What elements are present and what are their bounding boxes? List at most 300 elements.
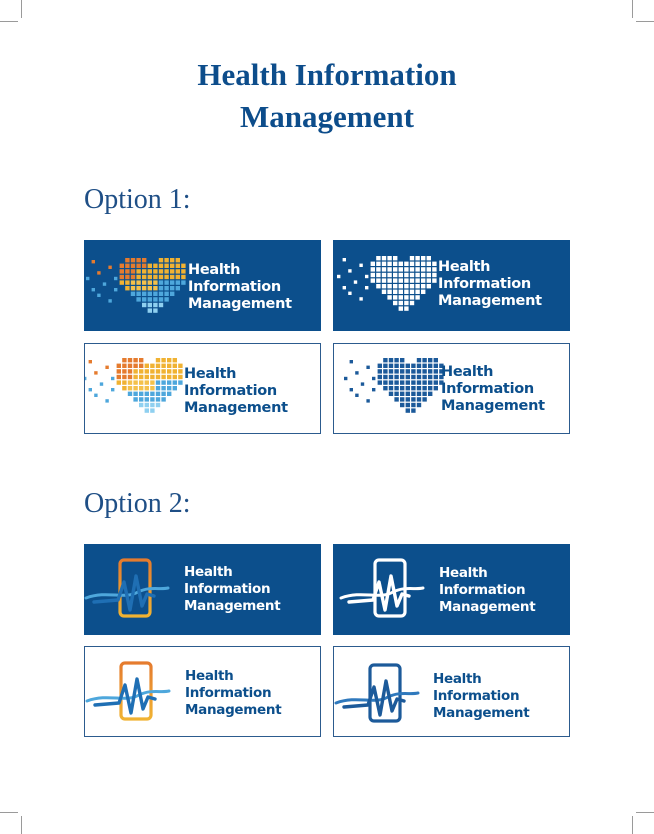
heart-pixel	[399, 278, 403, 282]
crop-mark	[21, 0, 22, 18]
heart-pixel	[404, 262, 408, 266]
wordmark-line-management: Management	[433, 705, 530, 721]
heart-pixel	[434, 369, 438, 373]
heart-pixel	[376, 273, 380, 277]
heart-pixel	[399, 267, 403, 271]
heart-pixel	[404, 278, 408, 282]
heart-pixel	[136, 264, 140, 268]
scatter-pixel	[92, 260, 95, 263]
heart-pixel	[153, 292, 157, 296]
crop-mark	[0, 812, 18, 813]
crop-mark	[632, 816, 633, 834]
heart-pixel	[161, 392, 165, 396]
heart-pixel	[122, 380, 126, 384]
heart-pixel	[120, 264, 124, 268]
heart-pixel	[382, 284, 386, 288]
heart-pixel	[131, 258, 135, 262]
heart-pixel	[170, 264, 174, 268]
heart-pixel	[136, 280, 140, 284]
heart-pixel	[383, 358, 387, 362]
heart-pixel	[173, 358, 177, 362]
scatter-pixel	[94, 394, 97, 397]
heart-pixel	[128, 369, 132, 373]
heart-pixel	[150, 364, 154, 368]
heart-pixel	[131, 286, 135, 290]
heart-pixel	[421, 262, 425, 266]
heart-pixel	[399, 306, 403, 310]
heart-pixel	[178, 364, 182, 368]
heart-pixel	[153, 275, 157, 279]
heart-pixel	[159, 303, 163, 307]
heart-pixel	[411, 392, 415, 396]
heart-pixel	[382, 262, 386, 266]
heart-pixel	[410, 278, 414, 282]
heart-pixel	[404, 273, 408, 277]
heart-pixel	[170, 269, 174, 273]
heart-pixel	[417, 358, 421, 362]
heart-pixel	[145, 375, 149, 379]
heart-pixel	[378, 369, 382, 373]
heart-pixel	[428, 369, 432, 373]
heart-pixel	[159, 286, 163, 290]
heart-pixel	[393, 290, 397, 294]
heart-pixel	[148, 292, 152, 296]
heart-pixel	[181, 280, 185, 284]
heart-pixel	[410, 262, 414, 266]
wordmark-line-management: Management	[438, 293, 542, 309]
heart-pixel	[421, 256, 425, 260]
heart-pixel	[167, 364, 171, 368]
heart-pixel	[411, 408, 415, 412]
heart-pixel	[161, 380, 165, 384]
heart-pixel	[382, 273, 386, 277]
heart-pixel	[393, 262, 397, 266]
heart-pixel	[176, 264, 180, 268]
heart-pixel	[145, 403, 149, 407]
heart-pixel	[142, 292, 146, 296]
heart-pixel	[422, 397, 426, 401]
heart-pixel	[161, 397, 165, 401]
heart-pixel	[394, 375, 398, 379]
heart-pixel	[382, 267, 386, 271]
scatter-pixel	[366, 399, 369, 402]
heart-pixel	[417, 386, 421, 390]
heart-pixel	[125, 264, 129, 268]
wordmark	[188, 262, 292, 313]
heart-pixel	[406, 392, 410, 396]
page-title	[0, 54, 654, 138]
heart-pixel	[131, 264, 135, 268]
heart-pixel	[415, 290, 419, 294]
heart-pixel	[136, 297, 140, 301]
heart-pixel	[422, 358, 426, 362]
scatter-pixel	[111, 377, 114, 380]
heart-pixel	[417, 392, 421, 396]
heart-pixel	[136, 275, 140, 279]
heart-pixel	[145, 369, 149, 373]
heart-pixel	[156, 380, 160, 384]
scatter-pixel	[344, 377, 347, 380]
heart-pixel	[400, 380, 404, 384]
heart-pixel	[387, 278, 391, 282]
wordmark-line-information: Information	[441, 381, 534, 397]
heart-pixel	[150, 375, 154, 379]
heart-pixel	[422, 380, 426, 384]
heart-pixel	[153, 308, 157, 312]
logo-card-option2-light-blue	[333, 646, 570, 737]
heart-pixel	[410, 290, 414, 294]
pixel-heart-icon	[85, 344, 195, 435]
heart-pixel	[164, 258, 168, 262]
heart-pixel	[164, 292, 168, 296]
heart-pixel	[133, 397, 137, 401]
heart-pixel	[406, 408, 410, 412]
heart-pixel	[422, 369, 426, 373]
heart-pixel	[410, 301, 414, 305]
heart-pixel	[153, 303, 157, 307]
heart-pixel	[399, 262, 403, 266]
heart-pixel	[173, 369, 177, 373]
scatter-pixel	[350, 388, 353, 391]
heart-pixel	[400, 375, 404, 379]
heart-pixel	[393, 301, 397, 305]
heart-pixel	[150, 386, 154, 390]
heart-pixel	[125, 286, 129, 290]
heart-pixel	[167, 369, 171, 373]
heart-pixel	[415, 284, 419, 288]
heart-pixel	[153, 280, 157, 284]
heart-pixel	[133, 369, 137, 373]
heart-pixel	[139, 380, 143, 384]
heart-pixel	[389, 375, 393, 379]
heart-pixel	[128, 358, 132, 362]
logo-card-option1-dark-color	[84, 240, 321, 331]
heart-pixel	[131, 292, 135, 296]
scatter-pixel	[86, 277, 89, 280]
heart-pixel	[167, 392, 171, 396]
heart-pixel	[371, 262, 375, 266]
heart-pixel	[145, 408, 149, 412]
heart-pixel	[148, 275, 152, 279]
heart-pixel	[415, 256, 419, 260]
heart-pixel	[153, 297, 157, 301]
heart-pixel	[404, 290, 408, 294]
scatter-pixel	[111, 388, 114, 391]
heart-pixel	[421, 278, 425, 282]
heart-pixel	[148, 280, 152, 284]
logo-card-option2-dark-color	[84, 544, 321, 635]
scatter-pixel	[108, 299, 111, 302]
heart-pixel	[415, 295, 419, 299]
heart-pixel	[389, 392, 393, 396]
heart-pixel	[181, 264, 185, 268]
heart-pixel	[170, 286, 174, 290]
heart-pixel	[159, 264, 163, 268]
heart-pixel	[164, 264, 168, 268]
wordmark-line-information: Information	[433, 688, 520, 704]
heart-pixel	[120, 269, 124, 273]
heart-pixel	[170, 275, 174, 279]
heart-pixel	[170, 292, 174, 296]
wordmark-line-management: Management	[184, 400, 288, 416]
heart-pixel	[415, 273, 419, 277]
heart-pixel	[399, 273, 403, 277]
heart-pixel	[133, 380, 137, 384]
heart-pixel	[399, 284, 403, 288]
pulse-frame-icon	[334, 647, 434, 738]
heart-pixel	[164, 280, 168, 284]
heart-pixel	[434, 386, 438, 390]
heart-pixel	[173, 375, 177, 379]
heart-pixel	[428, 364, 432, 368]
heart-pixel	[378, 380, 382, 384]
heart-pixel	[148, 286, 152, 290]
heart-pixel	[371, 267, 375, 271]
heart-pixel	[142, 303, 146, 307]
heart-pixel	[376, 262, 380, 266]
heart-pixel	[389, 364, 393, 368]
pulse-frame-icon	[85, 647, 185, 738]
heart-pixel	[434, 375, 438, 379]
scatter-pixel	[89, 360, 92, 363]
heart-pixel	[176, 286, 180, 290]
heart-pixel	[394, 397, 398, 401]
wordmark-line-management: Management	[441, 398, 545, 414]
heart-pixel	[422, 364, 426, 368]
heart-pixel	[389, 380, 393, 384]
wordmark-line-health: Health	[433, 671, 482, 687]
scatter-pixel	[100, 382, 103, 385]
option-2-heading: Option 2:	[84, 488, 191, 519]
heart-pixel	[125, 280, 129, 284]
heart-pixel	[417, 380, 421, 384]
heart-pixel	[120, 275, 124, 279]
heart-pixel	[150, 380, 154, 384]
heart-pixel	[400, 397, 404, 401]
heart-pixel	[406, 386, 410, 390]
heart-pixel	[139, 375, 143, 379]
wordmark-line-management: Management	[184, 598, 281, 614]
heart-pixel	[142, 269, 146, 273]
heart-pixel	[411, 375, 415, 379]
heart-pixel	[411, 397, 415, 401]
heart-pixel	[383, 375, 387, 379]
heart-pixel	[404, 284, 408, 288]
scatter-pixel	[94, 371, 97, 374]
heart-pixel	[394, 358, 398, 362]
heart-pixel	[376, 284, 380, 288]
heart-pixel	[410, 256, 414, 260]
heart-pixel	[164, 297, 168, 301]
heart-pixel	[406, 380, 410, 384]
scatter-pixel	[343, 286, 346, 289]
heart-pixel	[394, 386, 398, 390]
heart-pixel	[371, 278, 375, 282]
heart-pixel	[139, 369, 143, 373]
heart-pixel	[167, 380, 171, 384]
pixel-heart-icon	[84, 240, 194, 331]
heart-pixel	[178, 369, 182, 373]
pulse-line-shape	[94, 576, 154, 610]
heart-pixel	[156, 364, 160, 368]
heart-pixel	[159, 275, 163, 279]
scatter-pixel	[105, 366, 108, 369]
scatter-pixel	[348, 269, 351, 272]
heart-pixel	[410, 295, 414, 299]
heart-pixel	[427, 262, 431, 266]
heart-pixel	[136, 292, 140, 296]
heart-pixel	[153, 286, 157, 290]
crop-mark	[636, 21, 654, 22]
heart-pixel	[139, 386, 143, 390]
heart-pixel	[411, 386, 415, 390]
heart-pixel	[376, 267, 380, 271]
heart-pixel	[387, 295, 391, 299]
wordmark-line-management: Management	[188, 296, 292, 312]
pixel-heart-icon	[334, 344, 444, 435]
scatter-pixel	[348, 292, 351, 295]
heart-pixel	[428, 386, 432, 390]
wordmark-line-information: Information	[185, 685, 272, 701]
heart-pixel	[153, 264, 157, 268]
heart-pixel	[427, 273, 431, 277]
pulse-line-shape	[344, 681, 404, 715]
heart-pixel	[117, 369, 121, 373]
heart-pixel	[393, 295, 397, 299]
heart-pixel	[161, 375, 165, 379]
heart-pixel	[145, 380, 149, 384]
heart-pixel	[406, 403, 410, 407]
heart-pixel	[383, 386, 387, 390]
heart-pixel	[376, 278, 380, 282]
heart-pixel	[164, 275, 168, 279]
wordmark	[184, 366, 288, 417]
heart-pixel	[421, 267, 425, 271]
scatter-pixel	[372, 377, 375, 380]
heart-pixel	[421, 290, 425, 294]
heart-pixel	[406, 369, 410, 373]
scatter-pixel	[355, 371, 358, 374]
heart-pixel	[427, 284, 431, 288]
heart-pixel	[156, 386, 160, 390]
scatter-pixel	[359, 297, 362, 300]
scatter-pixel	[365, 286, 368, 289]
heart-pixel	[432, 267, 436, 271]
heart-pixel	[400, 369, 404, 373]
scatter-pixel	[343, 258, 346, 261]
scatter-pixel	[89, 388, 92, 391]
heart-pixel	[411, 369, 415, 373]
heart-pixel	[150, 408, 154, 412]
heart-pixel	[122, 364, 126, 368]
heart-pixel	[176, 280, 180, 284]
heart-pixel	[159, 297, 163, 301]
heart-pixel	[156, 403, 160, 407]
heart-pixel	[406, 397, 410, 401]
heart-pixel	[394, 392, 398, 396]
heart-pixel	[394, 369, 398, 373]
heart-pixel	[164, 269, 168, 273]
heart-pixel	[378, 375, 382, 379]
logo-card-option1-light-blue	[333, 343, 570, 434]
logo-card-option2-dark-white	[333, 544, 570, 635]
heart-pixel	[422, 392, 426, 396]
heart-pixel	[393, 278, 397, 282]
heart-pixel	[415, 267, 419, 271]
heart-pixel	[139, 364, 143, 368]
heart-pixel	[164, 286, 168, 290]
heart-pixel	[404, 301, 408, 305]
heart-pixel	[156, 397, 160, 401]
heart-pixel	[417, 403, 421, 407]
heart-pixel	[170, 280, 174, 284]
wordmark-line-information: Information	[439, 582, 526, 598]
heart-pixel	[156, 392, 160, 396]
heart-pixel	[427, 278, 431, 282]
heart-pixel	[410, 284, 414, 288]
heart-pixel	[133, 392, 137, 396]
heart-pixel	[122, 386, 126, 390]
heart-pixel	[136, 286, 140, 290]
wordmark-line-health: Health	[184, 366, 237, 382]
heart-pixel	[421, 284, 425, 288]
heart-pixel	[145, 397, 149, 401]
heart-pixel	[148, 269, 152, 273]
heart-pixel	[387, 267, 391, 271]
heart-pixel	[120, 280, 124, 284]
heart-pixel	[400, 358, 404, 362]
heart-pixel	[176, 258, 180, 262]
scatter-pixel	[350, 360, 353, 363]
heart-pixel	[400, 392, 404, 396]
heart-pixel	[142, 264, 146, 268]
heart-pixel	[156, 369, 160, 373]
wordmark-line-information: Information	[438, 276, 531, 292]
heart-pixel	[170, 258, 174, 262]
heart-pixel	[128, 392, 132, 396]
heart-pixel	[417, 397, 421, 401]
heart-pixel	[178, 375, 182, 379]
wordmark-line-health: Health	[184, 564, 233, 580]
heart-pixel	[404, 267, 408, 271]
heart-pixel	[406, 364, 410, 368]
heart-pixel	[161, 386, 165, 390]
scatter-pixel	[97, 294, 100, 297]
heart-pixel	[415, 278, 419, 282]
heart-pixel	[400, 403, 404, 407]
scatter-pixel	[97, 271, 100, 274]
heart-pixel	[434, 380, 438, 384]
heart-pixel	[136, 258, 140, 262]
wordmark-line-health: Health	[185, 668, 234, 684]
heart-pixel	[428, 358, 432, 362]
heart-pixel	[173, 380, 177, 384]
wordmark-line-information: Information	[184, 383, 277, 399]
heart-pixel	[139, 358, 143, 362]
crop-mark	[636, 812, 654, 813]
heart-pixel	[427, 256, 431, 260]
heart-pixel	[133, 386, 137, 390]
heart-pixel	[432, 262, 436, 266]
wordmark	[439, 565, 535, 616]
heart-pixel	[167, 375, 171, 379]
heart-pixel	[399, 290, 403, 294]
heart-pixel	[394, 380, 398, 384]
scatter-pixel	[105, 399, 108, 402]
heart-pixel	[156, 358, 160, 362]
heart-pixel	[161, 369, 165, 373]
logo-card-option2-light-color	[84, 646, 321, 737]
